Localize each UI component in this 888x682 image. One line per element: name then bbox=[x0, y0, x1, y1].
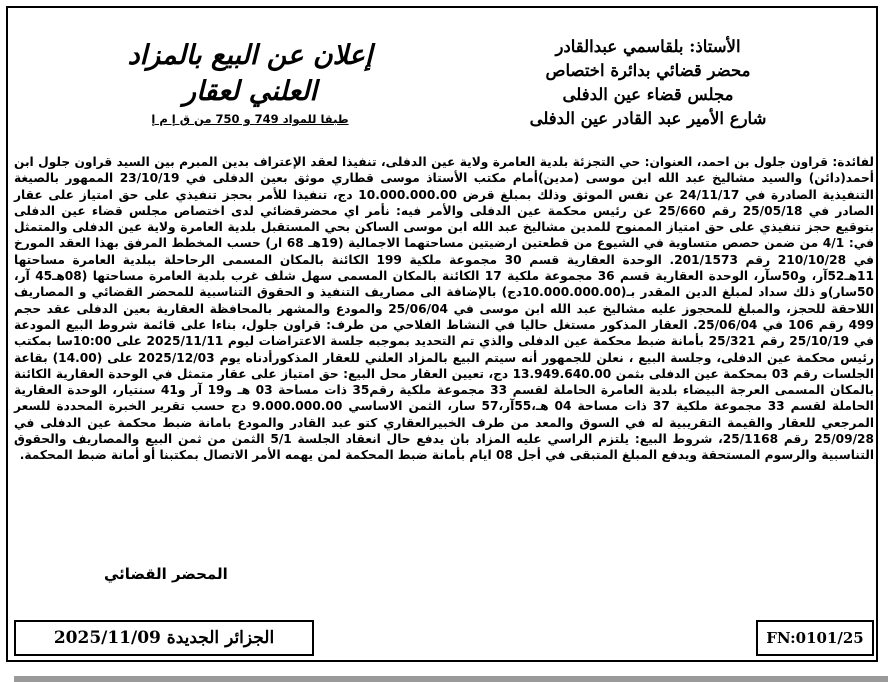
page-title-continued: العلني لعقار bbox=[183, 76, 317, 107]
bailiff-address: شارع الأمير عبد القادر عين الدفلى bbox=[529, 109, 767, 128]
notice-heading bbox=[80, 38, 420, 126]
newspaper-date: الجزائر الجديدة 2025/11/09 bbox=[53, 628, 275, 648]
signature: المحضر القضائي bbox=[104, 565, 228, 583]
bailiff-court: مجلس قضاء عين الدفلى bbox=[562, 85, 734, 104]
bailiff-header bbox=[458, 35, 838, 131]
bottom-divider bbox=[14, 676, 888, 682]
notice-body: لفائدة: قراون جلول بن احمد، العنوان: حي التجزئة بلدية العامرة ولاية عين الدفلى، تنفيذا لعقد الإعتراف بدين المبرم بين السيد قراون جلول ابن أحمد(دائن) والسيد مشاليخ عبد الله ابن موسى (مدين)أمام مكتب الأستاذ موسى قطاري موثق بعين الدفلى في 23/10/19 الممهور بالصيغة التنفيذية الصادرة في 24/11/17 عن نفس الموثق وذلك بمبلغ قرض 10.000.000.00 دج، تنفيذا للأمر بحجز تنفيذي على حق امتياز على عقار الصادر في 25/05/18 رقم 25/660 عن رئيس محكمة عين الدفلى والأمر فيه: نأمر اي محضرقضائي لدى اختصاص مجلس قضاء عين الدفلى بتوقيع حجز تنفيذي على حق امتياز الممنوح للمدين مشاليخ عبد الله ابن موسى الساكن بحي المستقبل بلدية العامرة ولاية عين الدفلى والمتمثل في: 4/1 من ضمن حصص متساوية في الشيوع من قطعتين ارضيتين مساحتهما الاجمالية (19هـ 68 ار) حسب المخطط المرفق بهذا العقد المورخ في 210/10/28 رقم 201/1573. الوحدة العقارية قسم 30 مجموعة ملكية 199 الكائنة بالمكان المسمى الرحاحلة ببلدية العامرة مساحتها 11هـ52آر، و50سآر، الوحدة العقارية قسم 36 مجموعة ملكية 17 الكائنة بالمكان المسمى سهل شلف غرب بلدية العامرة مساحتها (08هـ45 آر، 50سار)و ذلك سداد لمبلغ الدين المقدر بـ(10.000.000.00دج) بالإضافة الى مصاريف التنفيذ و الحقوق التناسبية للمحضر القضائي و المصاريف اللاحقة للحجز، والمبلغ للمحجوز عليه مشاليخ عبد الله ابن موسى في 25/06/04 والمودع والمشهر بالمحافظة العقارية بعين الدفلى عقد حجم 499 رقم 106 في 25/06/04. العقار المذكور مستغل حاليا في النشاط الفلاحي من طرف: قراون جلول، بناءا على قائمة شروط البيع المودعة في 25/10/19 رقم 25/321 بأمانة ضبط محكمة عين الدفلى والذي تم التحديد بموجبه جلسة الاعتراضات ليوم 2025/11/11 على 10:00سا بمكتب رئيس محكمة عين الدفلى، وجلسة البيع ، نعلن للجمهور أنه سيتم البيع بالمزاد العلني للعقار المذكورأدناه يوم 2025/12/03 على (14.00) بقاعة الجلسات رقم 03 بمحكمة عين الدفلى بثمن 13.949.640.00 دج، تعيين العقار محل البيع: حق امتياز على عقار متمثل في الوحدة العقارية الكائنة بالمكان المسمى العرجة البيضاء بلدية العامرة الحاملة لقسم 33 مجموعة ملكية رقم35 ذات مساحة 03 هـ و19 آر و41 سنتيار، الوحدة العقارية الحاملة لقسم 33 مجموعة ملكية 37 ذات مساحة 04 هـ،55آر،57 سار، الثمن الاساسي 9.000.000.00 دج حسب تقرير الخبرة المحددة للسعر المرجعي للعقار والقيمة التقريبية له في السوق والمعد من طرف الخبيرالعقاري كتو عبد القادر والمودع بامانة ضبط محكمة عين الدفلى في 25/09/28 رقم 25/1168، شروط البيع: يلتزم الراسي عليه المزاد بان يدفع حال انعقاد الجلسة 5/1 الثمن من ثمن البيع والمصاريف والحقوق التناسبية والرسوم المستحقة ويدفع المبلغ المتبقى في أجل 08 ايام بأمانة ضبط المحكمة لمن يهمه الأمر الاتصال بمكتبنا أو أمانة ضبط المحكمة. bbox=[14, 155, 875, 463]
reference-box bbox=[756, 620, 874, 656]
newspaper-date-box bbox=[14, 620, 314, 656]
page-title: إعلان عن البيع بالمزاد bbox=[127, 40, 373, 71]
legal-reference: طبقا للمواد 749 و 750 من ق إ م إ bbox=[151, 112, 349, 126]
reference-number: FN:0101/25 bbox=[766, 629, 864, 647]
bailiff-title: محضر قضائي بدائرة اختصاص bbox=[545, 61, 751, 80]
bailiff-name: الأستاذ: بلقاسمي عبدالقادر bbox=[555, 37, 741, 56]
